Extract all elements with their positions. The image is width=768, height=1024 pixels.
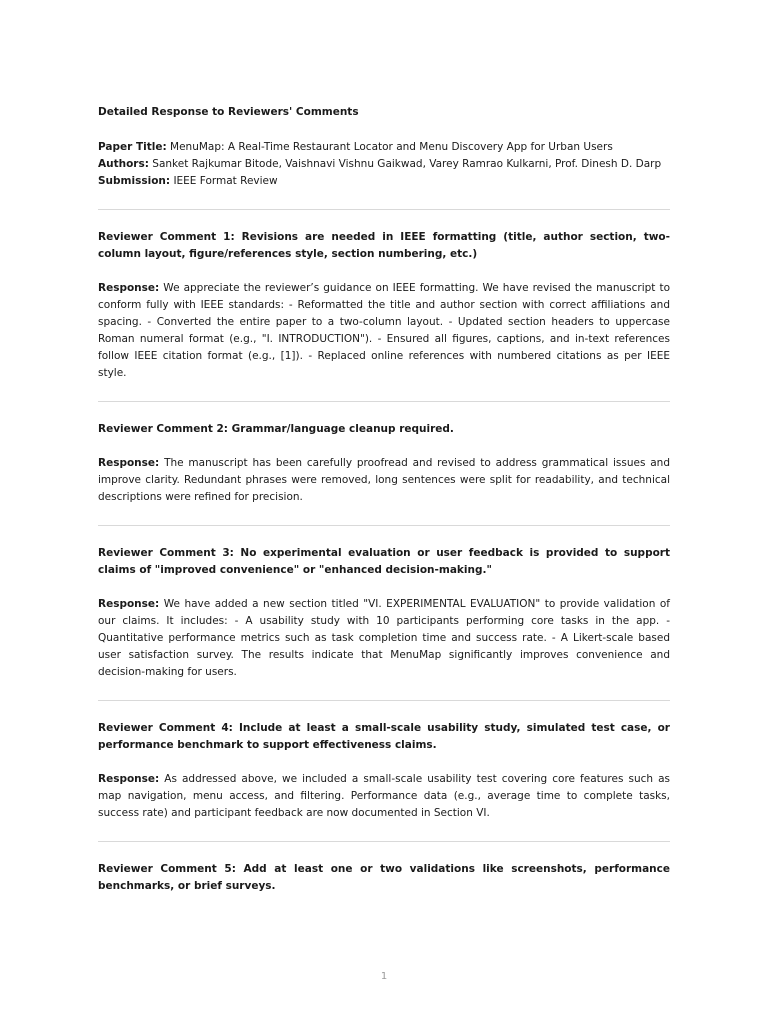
reviewer-comment-3 [98,545,670,681]
authors-label: Authors: [98,158,149,170]
reviewer-comment-1 [98,229,670,382]
authors-line [98,156,670,173]
submission-label: Submission: [98,175,171,187]
reviewer-comment-4 [98,720,670,822]
paper-title-label: Paper Title: [98,141,167,153]
response-paragraph [98,455,670,506]
page-number: 1 [380,971,388,982]
response-text: As addressed above, we included a small-scale usability test covering core features such as map navigation, menu access, and filtering. Performance data (e.g., average time to complete tasks, success rate) and participant feedback are now documented in Section VI. [98,773,670,819]
section-divider [98,700,670,701]
response-text: We appreciate the reviewer’s guidance on IEEE formatting. We have revised the manuscript to conform fully with IEEE standards: - Reformatted the title and author section with correct affiliations and spacing. - Converted the entire paper to a two-column layout. - Updated section headers to uppercase Roman numeral format (e.g., "I. INTRODUCTION"). - Ensured all figures, captions, and in-text references follow IEEE citation format (e.g., [1]). - Replaced online references with numbered citations as per IEEE style. [98,282,671,379]
document-page [98,104,670,912]
response-text: The manuscript has been carefully proofread and revised to address grammatical issues and improve clarity. Redundant phrases were removed, long sentences were split for readability, and technical descriptions were refined for precision. [98,457,670,503]
comment-text: Reviewer Comment 3: No experimental evaluation or user feedback is provided to support claims of "improved convenience" or "enhanced decision-making." [98,547,670,576]
response-label: Response: [98,773,160,785]
section-divider [98,209,670,210]
response-label: Response: [98,457,160,469]
response-label: Response: [98,282,160,294]
reviewer-comment-2 [98,421,670,506]
response-paragraph [98,771,670,822]
authors: Sanket Rajkumar Bitode, Vaishnavi Vishnu Gaikwad, Varey Ramrao Kulkarni, Prof. Dinesh D. Darp [152,158,662,170]
comment-text: Reviewer Comment 5: Add at least one or two validations like screenshots, performance benchmarks, or brief surveys. [98,863,670,892]
paper-title-line [98,139,670,156]
section-divider [98,841,670,842]
submission: IEEE Format Review [173,175,278,187]
section-divider [98,401,670,402]
section-divider [98,525,670,526]
submission-line [98,173,670,190]
response-paragraph [98,596,670,681]
document-heading: Detailed Response to Reviewers' Comments [98,106,359,118]
response-label: Response: [98,598,160,610]
comment-text: Reviewer Comment 1: Revisions are needed in IEEE formatting (title, author section, two-column layout, figure/references style, section numbering, etc.) [98,231,670,260]
reviewer-comment-5 [98,861,670,895]
response-text: We have added a new section titled "VI. EXPERIMENTAL EVALUATION" to provide validation of our claims. It includes: - A usability study with 10 participants performing core tasks in the app. - Quantitative performance metrics such as task completion time and success rate. - A Likert-scale based user satisfaction survey. The results indicate that MenuMap significantly improves convenience and decision-making for users. [98,598,670,678]
comment-text: Reviewer Comment 2: Grammar/language cleanup required. [98,423,454,435]
response-paragraph [98,280,670,382]
paper-title: MenuMap: A Real-Time Restaurant Locator and Menu Discovery App for Urban Users [170,141,613,153]
comment-text: Reviewer Comment 4: Include at least a small-scale usability study, simulated test case, or performance benchmark to support effectiveness claims. [98,722,670,751]
